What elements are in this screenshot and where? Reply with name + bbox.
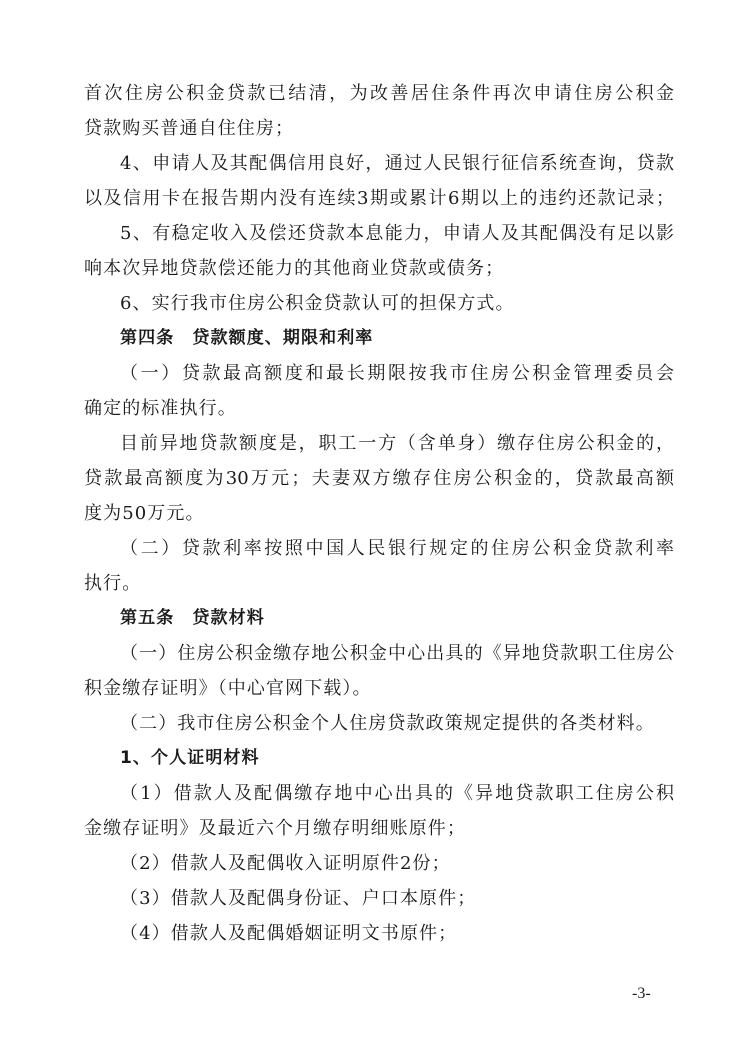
paragraph-line: （二）贷款利率按照中国人民银行规定的住房公积金贷款利率	[120, 538, 674, 559]
article-heading: 第四条 贷款额度、期限和利率	[120, 328, 374, 348]
paragraph-line: 以及信用卡在报告期内没有连续3期或累计6期以上的违约还款记录；	[84, 188, 674, 209]
paragraph-line: 贷款最高额度为30万元；夫妻双方缴存住房公积金的，贷款最高额	[84, 468, 674, 489]
document-body	[84, 76, 674, 951]
paragraph-line: 确定的标准执行。	[84, 398, 237, 419]
page-number: -3-	[632, 985, 651, 1002]
paragraph-line: 4、申请人及其配偶信用良好，通过人民银行征信系统查询，贷款	[120, 153, 674, 174]
section-heading: 1、个人证明材料	[120, 748, 260, 768]
paragraph-line: 6、实行我市住房公积金贷款认可的担保方式。	[120, 293, 515, 314]
paragraph-line: （4）借款人及配偶婚姻证明文书原件；	[120, 923, 458, 944]
paragraph-line: 贷款购买普通自住住房；	[84, 118, 295, 139]
paragraph-line: （二）我市住房公积金个人住房贷款政策规定提供的各类材料。	[120, 713, 655, 734]
paragraph-line: （一）贷款最高额度和最长期限按我市住房公积金管理委员会	[120, 363, 674, 384]
paragraph-line: 执行。	[84, 573, 142, 594]
paragraph-line: 目前异地贷款额度是，职工一方（含单身）缴存住房公积金的，	[120, 433, 674, 454]
paragraph-line: 金缴存证明》及最近六个月缴存明细账原件；	[84, 818, 466, 839]
paragraph-line: （2）借款人及配偶收入证明原件2份；	[120, 853, 451, 874]
paragraph-line: （一）住房公积金缴存地公积金中心出具的《异地贷款职工住房公	[120, 643, 674, 664]
article-heading: 第五条 贷款材料	[120, 608, 265, 628]
paragraph-line: （1）借款人及配偶缴存地中心出具的《异地贷款职工住房公积	[120, 783, 674, 804]
paragraph-line: 首次住房公积金贷款已结清，为改善居住条件再次申请住房公积金	[84, 83, 674, 104]
paragraph-line: 5、有稳定收入及偿还贷款本息能力，申请人及其配偶没有足以影	[120, 223, 674, 244]
paragraph-line: 度为50万元。	[84, 503, 205, 524]
paragraph-line: 响本次异地贷款偿还能力的其他商业贷款或债务；	[84, 258, 505, 279]
paragraph-line: 积金缴存证明》（中心官网下载）。	[84, 678, 372, 699]
paragraph-line: （3）借款人及配偶身份证、户口本原件；	[120, 888, 477, 909]
